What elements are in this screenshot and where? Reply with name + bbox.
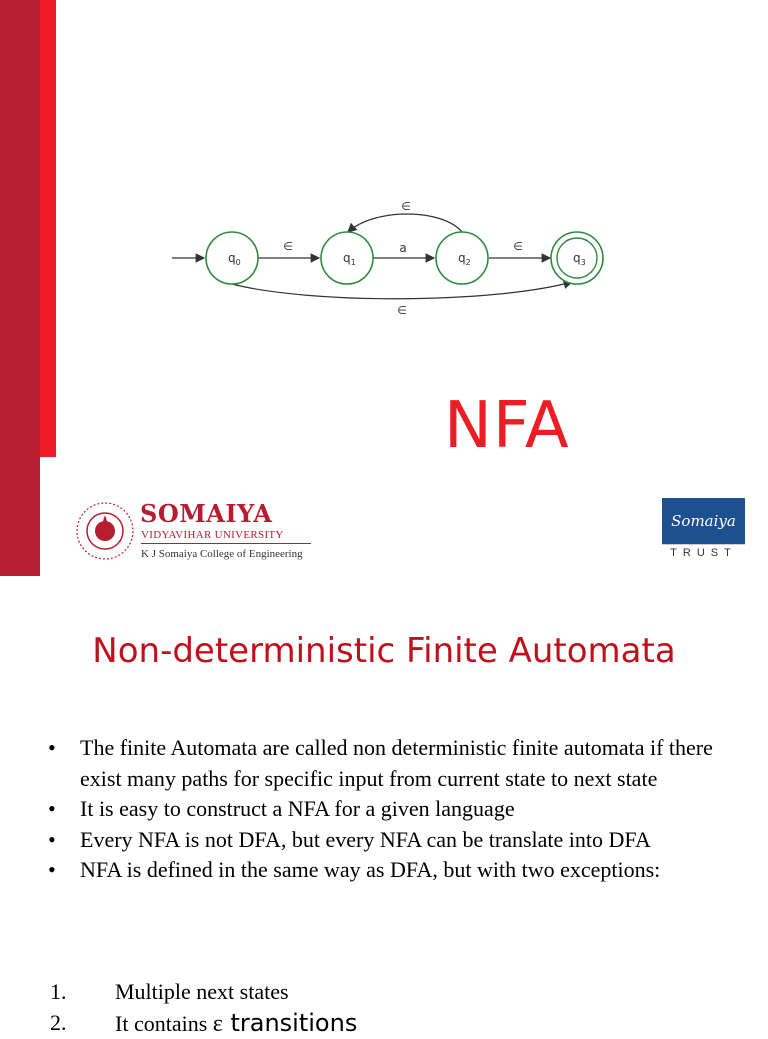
trust-logo-script: Somaiya — [662, 498, 745, 544]
state-label-q3: $q_3$ — [573, 251, 586, 267]
somaiya-university-logo — [68, 496, 340, 566]
list-item — [48, 733, 728, 794]
numbered-item-text: Multiple next states — [115, 979, 289, 1004]
label-q0-q3: ∈ — [397, 304, 407, 317]
slide-2 — [0, 576, 768, 1024]
university-seal-icon — [74, 500, 136, 562]
item-number: 1. — [50, 977, 67, 1008]
nfa-state-diagram — [160, 190, 620, 330]
label-q2-q3: ∈ — [513, 240, 523, 253]
bullet-list — [48, 733, 728, 886]
bullet-icon: • — [48, 733, 56, 764]
somaiya-trust-logo — [662, 498, 745, 560]
numbered-item-text: It contains — [115, 1011, 213, 1036]
list-item-text: NFA is defined in the same way as DFA, but with two exceptions: — [80, 857, 660, 882]
numbered-item — [50, 1008, 730, 1039]
state-label-q2: $q_2$ — [458, 251, 471, 267]
list-item — [48, 794, 728, 825]
state-label-q0: $q_0$ — [228, 251, 241, 267]
numbered-list — [50, 977, 730, 1039]
list-item-text: It is easy to construct a NFA for a given language — [80, 796, 515, 821]
list-item — [48, 855, 728, 886]
label-q0-q1: ∈ — [283, 240, 293, 253]
left-accent-bar-red — [40, 0, 56, 457]
logo-college: K J Somaiya College of Engineering — [141, 548, 303, 560]
label-q2-q1: ∈ — [401, 200, 411, 213]
slide-title-nfa: NFA — [444, 388, 570, 464]
list-item-text: The finite Automata are called non deterministic finite automata if there exist many paths for specific input from current state to next state — [80, 735, 713, 791]
left-accent-bar-dark — [0, 0, 40, 576]
list-item-text: Every NFA is not DFA, but every NFA can be translate into DFA — [80, 827, 651, 852]
bullet-icon: • — [48, 825, 56, 856]
transition-q0-q3 — [232, 282, 572, 299]
logo-divider — [141, 543, 311, 544]
transition-q2-q1 — [348, 214, 462, 232]
slide-title-non-deterministic: Non-deterministic Finite Automata — [0, 630, 768, 672]
item-number: 2. — [50, 1008, 67, 1039]
logo-subtitle: VIDYAVIHAR UNIVERSITY — [141, 529, 284, 541]
bullet-icon: • — [48, 855, 56, 886]
epsilon-symbol: ε — [213, 1011, 223, 1037]
logo-name: SOMAIYA — [140, 500, 272, 528]
list-item — [48, 825, 728, 856]
trust-logo-label: TRUST — [662, 544, 745, 560]
bullet-icon: • — [48, 794, 56, 825]
numbered-item — [50, 977, 730, 1008]
state-label-q1: $q_1$ — [343, 251, 356, 267]
label-q1-q2: a — [399, 241, 406, 255]
numbered-item-text-suffix: transitions — [223, 1009, 357, 1037]
